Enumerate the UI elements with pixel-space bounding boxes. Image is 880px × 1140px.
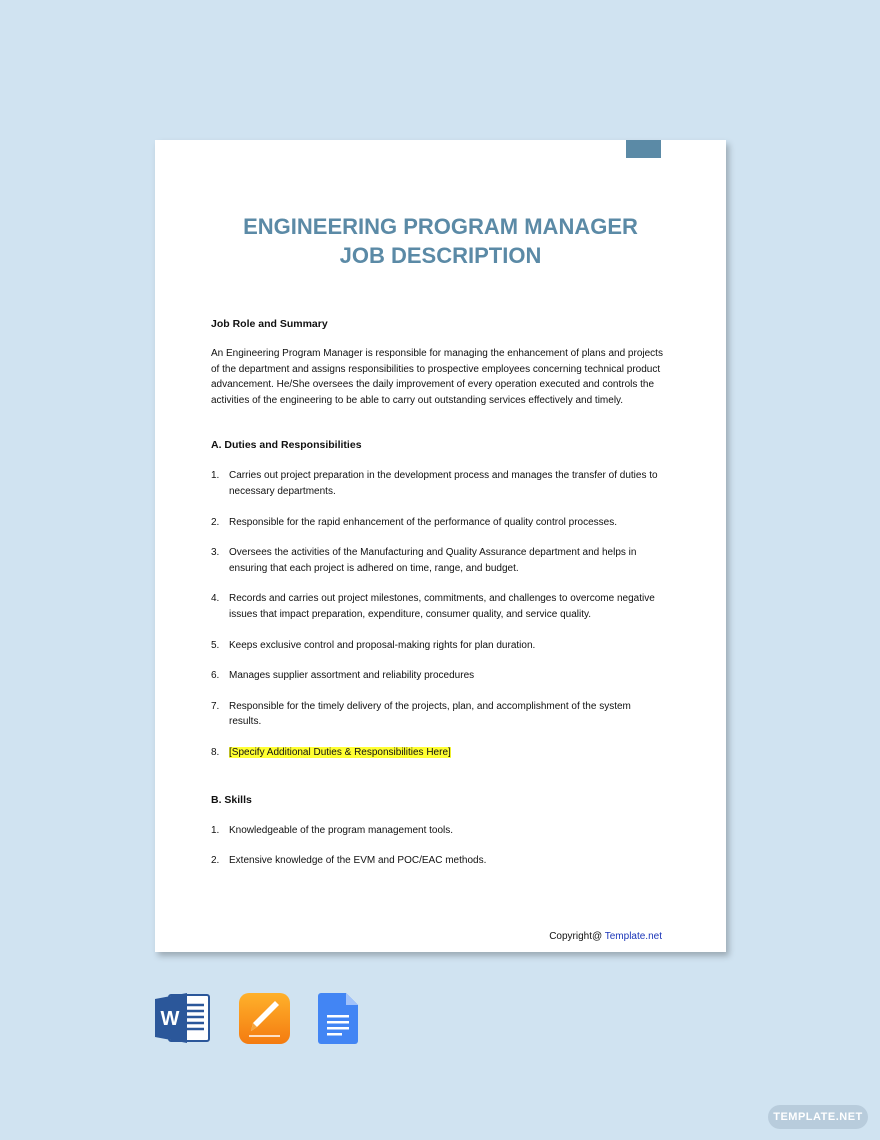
duty-text: Carries out project preparation in the development process and manages the transfer of duties to necessary departments. xyxy=(229,470,658,497)
title-line-1: ENGINEERING PROGRAM MANAGER xyxy=(243,214,638,239)
document-page xyxy=(155,140,726,952)
copyright-label: Copyright@ xyxy=(549,931,605,942)
duties-heading: A. Duties and Responsibilities xyxy=(211,439,362,452)
google-docs-icon[interactable] xyxy=(318,993,358,1044)
duty-item-placeholder: 8. [Specify Additional Duties & Responsibilities Here] xyxy=(211,746,451,758)
pages-icon[interactable] xyxy=(239,993,290,1044)
placeholder-highlight: [Specify Additional Duties & Responsibilities Here] xyxy=(229,746,451,758)
document-title xyxy=(155,212,726,270)
duty-item: 2. Responsible for the rapid enhancement of the performance of quality control processes. xyxy=(211,516,617,528)
duty-item: 5. Keeps exclusive control and proposal-making rights for plan duration. xyxy=(211,639,536,651)
duty-text: Oversees the activities of the Manufacturing and Quality Assurance department and helps in ensuring that each project is adhered on time, range, and budget. xyxy=(229,547,637,574)
duty-text: Responsible for the rapid enhancement of the performance of quality control processes. xyxy=(229,516,617,528)
document-body xyxy=(211,316,663,869)
skill-text: Knowledgeable of the program management tools. xyxy=(229,824,454,836)
role-summary: An Engineering Program Manager is responsible for managing the enhancement of plans and projects of the department and assigns responsibilities to prospective employees concerning technical product advancement. He/She oversees the daily improvement of every operation executed and controls the activities of the engineering to be able to carry out outstanding services effectively and timely. xyxy=(211,348,663,406)
word-letter: W xyxy=(160,1008,180,1030)
skills-heading: B. Skills xyxy=(211,793,252,806)
duty-item: 7. Responsible for the timely delivery of the projects, plan, and accomplishment of the system results. xyxy=(211,700,631,728)
skill-item: 1. Knowledgeable of the program management tools. xyxy=(211,824,454,836)
duty-text: Responsible for the timely delivery of the projects, plan, and accomplishment of the system results. xyxy=(229,700,631,728)
duty-text: Records and carries out project milestones, commitments, and challenges to overcome negative issues that impact preparation, expenditure, consumer quality, and service quality. xyxy=(229,593,655,620)
copyright-link[interactable]: Template.net xyxy=(604,931,662,942)
role-heading: Job Role and Summary xyxy=(211,318,328,330)
duty-item: 3. Oversees the activities of the Manufacturing and Quality Assurance department and helps in ensuring that each project is adhered on time, range, and budget. xyxy=(211,547,637,574)
skill-text: Extensive knowledge of the EVM and POC/EAC methods. xyxy=(229,855,487,867)
duty-item: 6. Manages supplier assortment and reliability procedures xyxy=(211,670,475,682)
corner-tab xyxy=(626,140,661,158)
watermark-badge: TEMPLATE.NET xyxy=(768,1105,868,1129)
title-line-2: JOB DESCRIPTION xyxy=(339,243,542,268)
duty-item: 1. Carries out project preparation in the development process and manages the transfer of duties to necessary departments. xyxy=(211,470,658,497)
duty-item: 4. Records and carries out project milestones, commitments, and challenges to overcome negative issues that impact preparation, expenditure, consumer quality, and service quality. xyxy=(211,593,655,620)
copyright xyxy=(549,931,662,942)
word-icon[interactable] xyxy=(155,993,211,1043)
duty-text: Keeps exclusive control and proposal-making rights for plan duration. xyxy=(229,639,536,651)
skill-item: 2. Extensive knowledge of the EVM and POC/EAC methods. xyxy=(211,855,487,867)
skills-list xyxy=(211,823,663,869)
duty-text: Manages supplier assortment and reliability procedures xyxy=(229,670,475,682)
duties-list xyxy=(211,468,663,760)
